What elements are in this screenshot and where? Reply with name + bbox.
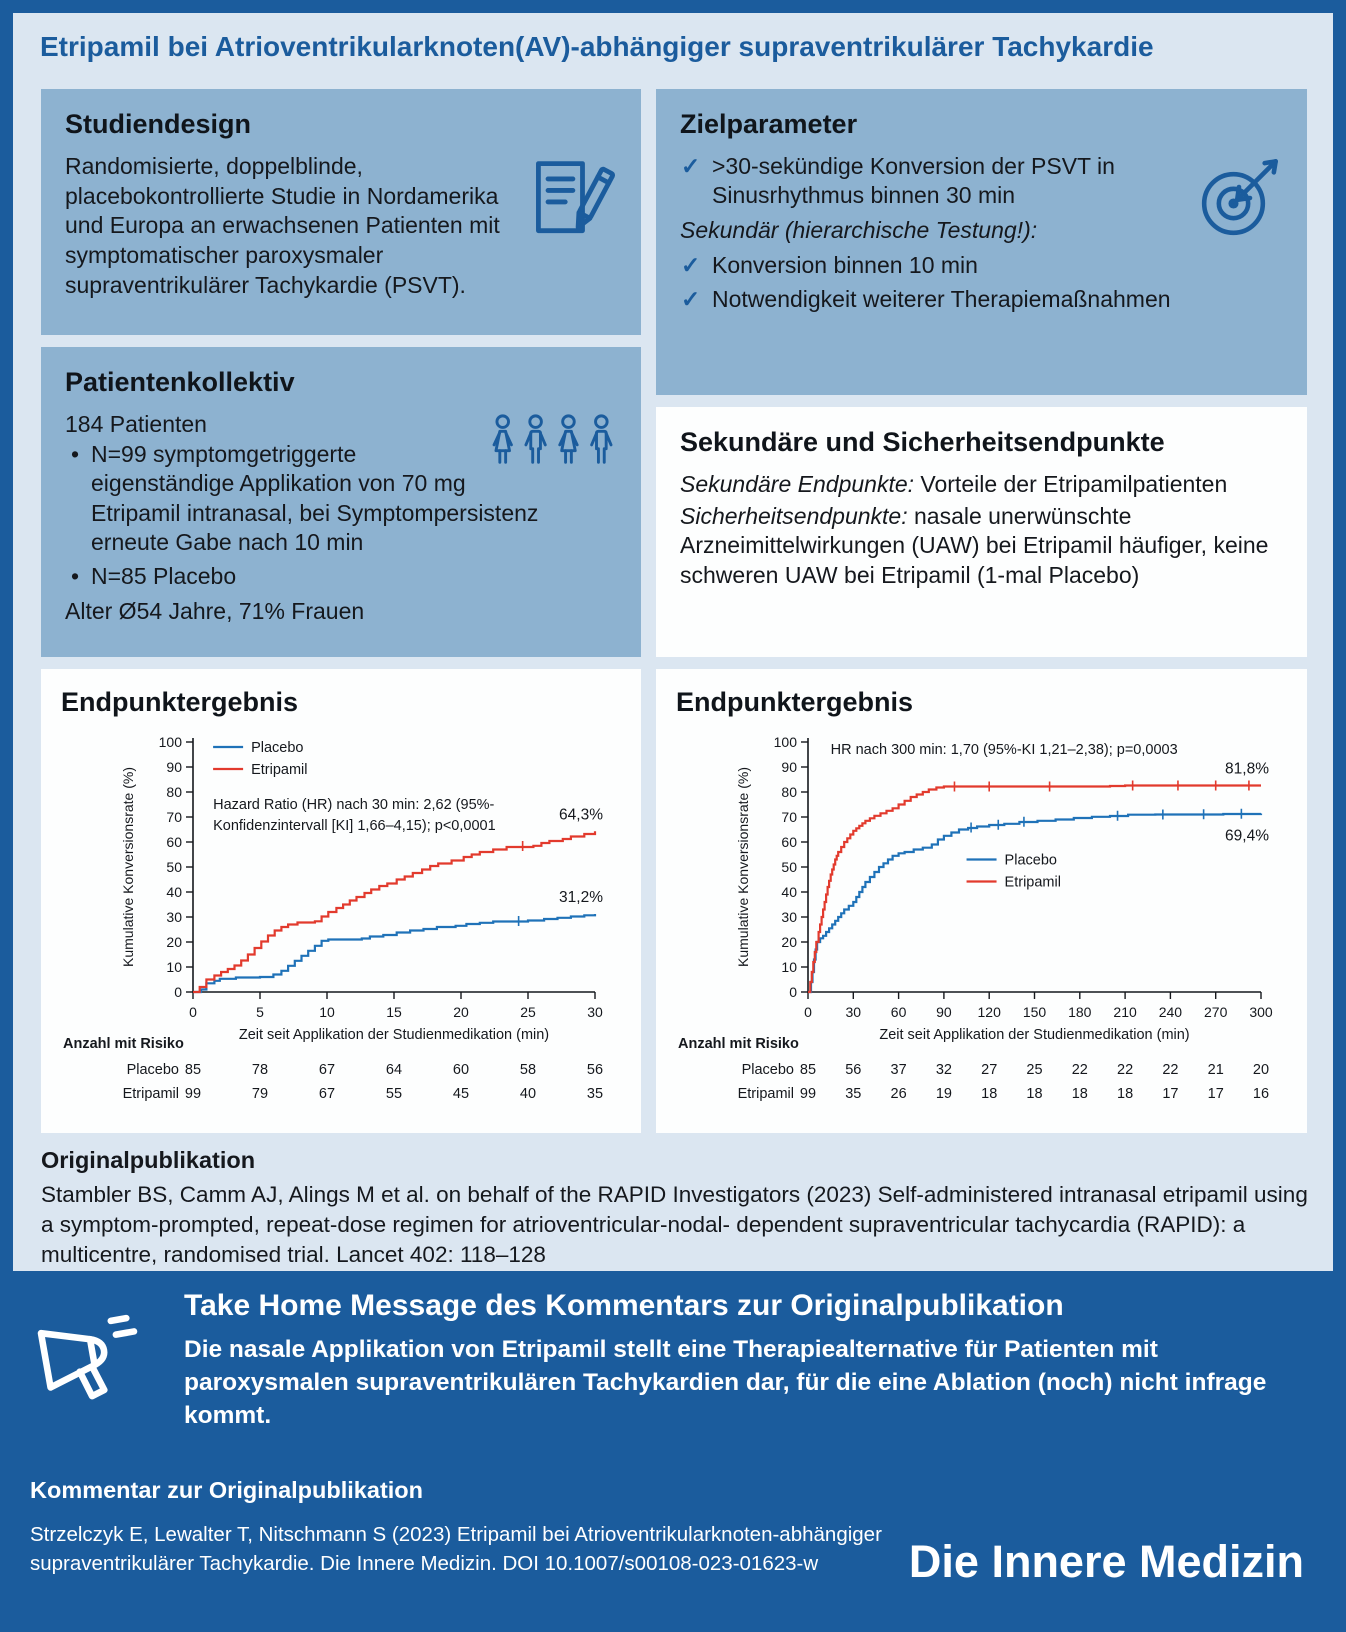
kommentar-citation: Strzelczyk E, Lewalter T, Nitschmann S (2023) Etripamil bei Atrioventrikularknoten-abhängiger supraventrikulärer Tachykardie. Die Innere Medizin. DOI 10.1007/s00108-023-01623-w bbox=[30, 1523, 882, 1576]
svg-text:150: 150 bbox=[1022, 1004, 1047, 1020]
sekundaere-endpunkte-text bbox=[680, 470, 1283, 500]
svg-text:85: 85 bbox=[799, 1062, 817, 1078]
svg-text:32: 32 bbox=[935, 1062, 952, 1078]
svg-text:45: 45 bbox=[452, 1086, 470, 1102]
svg-text:60: 60 bbox=[166, 834, 182, 850]
svg-text:85: 85 bbox=[184, 1062, 202, 1078]
svg-text:Zeit seit Applikation der Stud: Zeit seit Applikation der Studienmedikation (min) bbox=[238, 1027, 550, 1043]
svg-text:80: 80 bbox=[166, 784, 182, 800]
svg-text:56: 56 bbox=[586, 1062, 604, 1078]
megaphone-icon bbox=[30, 1293, 162, 1424]
svg-text:26: 26 bbox=[890, 1086, 907, 1102]
svg-text:Placebo: Placebo bbox=[1004, 852, 1057, 869]
svg-text:0: 0 bbox=[189, 1004, 197, 1020]
svg-text:19: 19 bbox=[935, 1086, 952, 1102]
bullet-icon: • bbox=[71, 440, 80, 467]
svg-text:30: 30 bbox=[587, 1004, 603, 1020]
svg-text:35: 35 bbox=[586, 1086, 604, 1102]
svg-text:Zeit seit Applikation der Stud: Zeit seit Applikation der Studienmedikation (min) bbox=[879, 1027, 1190, 1043]
svg-text:20: 20 bbox=[166, 934, 182, 950]
svg-text:Placebo: Placebo bbox=[126, 1062, 179, 1078]
svg-text:70: 70 bbox=[781, 809, 797, 825]
km-chart-300min bbox=[676, 726, 1287, 1110]
patientenkollektiv-heading: Patientenkollektiv bbox=[65, 367, 295, 397]
originalpublikation-citation: Stambler BS, Camm AJ, Alings M et al. on behalf of the RAPID Investigators (2023) Self-administered intranasal etripamil using a symptom-prompted, repeat-dose regimen for atrioventricular-nodal- dependent supraventricular tachycardia (RAPID): a multicentre, randomised trial. Lancet 402: 118–128 bbox=[41, 1182, 1308, 1267]
zielparameter-heading: Zielparameter bbox=[680, 109, 858, 139]
svg-text:90: 90 bbox=[781, 759, 797, 775]
svg-text:55: 55 bbox=[385, 1086, 403, 1102]
svg-text:25: 25 bbox=[1026, 1062, 1043, 1078]
svg-text:Placebo: Placebo bbox=[251, 740, 304, 756]
bullet-text: N=85 Placebo bbox=[91, 563, 237, 590]
patientenkollektiv-bullet-2 bbox=[65, 562, 617, 591]
originalpublikation-heading: Originalpublikation bbox=[41, 1147, 256, 1173]
svg-text:30: 30 bbox=[845, 1004, 862, 1020]
svg-text:35: 35 bbox=[845, 1086, 862, 1102]
svg-text:5: 5 bbox=[256, 1004, 264, 1020]
svg-text:HR nach 300 min: 1,70 (95%-KI: HR nach 300 min: 1,70 (95%-KI 1,21–2,38); p=0,0003 bbox=[830, 742, 1178, 758]
zielparameter-item-secondary-2 bbox=[680, 285, 1283, 314]
svg-text:25: 25 bbox=[520, 1004, 536, 1020]
svg-text:180: 180 bbox=[1068, 1004, 1092, 1020]
content-area bbox=[13, 13, 1333, 1271]
document-pencil-icon bbox=[525, 154, 617, 251]
sekundaere-value: Vorteile der Etripamilpatienten bbox=[914, 471, 1228, 497]
take-home-body: Die nasale Applikation von Etripamil stellt eine Therapiealternative für Patienten mit paroxysmalen supraventrikulären Tachykardien dar, für die eine Ablation (noch) nicht infrage kommt. bbox=[184, 1336, 1267, 1430]
svg-text:90: 90 bbox=[936, 1004, 952, 1020]
take-home-section bbox=[30, 1289, 1314, 1432]
zielparameter-item-text: >30-sekündige Konversion der PSVT in Sinusrhythmus binnen 30 min bbox=[712, 153, 1115, 209]
originalpublikation-section bbox=[41, 1147, 1309, 1270]
svg-text:Etripamil: Etripamil bbox=[737, 1086, 794, 1102]
bullet-text: N=99 symptomgetriggerte eigenständige Applikation von 70 mg Etripamil intranasal, bei Symptompersistenz erneute Gabe nach 10 min bbox=[91, 440, 539, 555]
zielparameter-item-text: Notwendigkeit weiterer Therapiemaßnahmen bbox=[712, 285, 1171, 312]
svg-text:56: 56 bbox=[845, 1062, 862, 1078]
page-title: Etripamil bei Atrioventrikularknoten(AV)-abhängiger supraventrikulärer Tachykardie bbox=[40, 31, 1154, 62]
svg-text:67: 67 bbox=[318, 1062, 336, 1078]
kommentar-heading: Kommentar zur Originalpublikation bbox=[30, 1477, 424, 1503]
endpunktergebnis-heading: Endpunktergebnis bbox=[61, 687, 299, 717]
svg-text:120: 120 bbox=[977, 1004, 1001, 1020]
svg-text:17: 17 bbox=[1207, 1086, 1224, 1102]
sicherheits-lead: Sicherheitsendpunkte: bbox=[680, 502, 908, 529]
svg-text:40: 40 bbox=[166, 884, 182, 900]
svg-text:40: 40 bbox=[781, 884, 797, 900]
patientenkollektiv-count: 184 Patienten bbox=[65, 411, 207, 437]
svg-text:100: 100 bbox=[773, 734, 797, 750]
svg-text:Etripamil: Etripamil bbox=[251, 762, 308, 778]
sekundaere-heading: Sekundäre und Sicherheitsendpunkte bbox=[680, 427, 1165, 457]
svg-text:Hazard Ratio (HR) nach 30 min:: Hazard Ratio (HR) nach 30 min: 2,62 (95%- bbox=[213, 797, 495, 813]
zielparameter-item-secondary-1 bbox=[680, 251, 1283, 280]
svg-text:80: 80 bbox=[781, 784, 797, 800]
svg-text:300: 300 bbox=[1249, 1004, 1273, 1020]
box-endpunktergebnis-left bbox=[41, 669, 641, 1133]
svg-text:18: 18 bbox=[1117, 1086, 1134, 1102]
box-sekundaere-endpunkte bbox=[656, 407, 1307, 657]
svg-text:99: 99 bbox=[184, 1086, 202, 1102]
svg-text:20: 20 bbox=[781, 934, 797, 950]
svg-text:0: 0 bbox=[174, 984, 182, 1000]
svg-text:270: 270 bbox=[1204, 1004, 1228, 1020]
bullet-icon: • bbox=[71, 563, 80, 590]
svg-text:Etripamil: Etripamil bbox=[122, 1086, 179, 1102]
patientenkollektiv-demographics: Alter Ø54 Jahre, 71% Frauen bbox=[65, 597, 365, 624]
svg-text:90: 90 bbox=[166, 759, 182, 775]
zielparameter-secondary-note: Sekundär (hierarchische Testung!): bbox=[680, 216, 1038, 243]
box-patientenkollektiv bbox=[41, 347, 641, 657]
km-chart-30min bbox=[61, 726, 621, 1110]
svg-text:60: 60 bbox=[890, 1004, 907, 1020]
svg-text:18: 18 bbox=[1071, 1086, 1088, 1102]
check-icon: ✓ bbox=[681, 251, 701, 278]
svg-text:Kumulative Konversionsrate (%): Kumulative Konversionsrate (%) bbox=[735, 767, 751, 967]
svg-text:18: 18 bbox=[981, 1086, 998, 1102]
svg-text:22: 22 bbox=[1162, 1062, 1179, 1078]
svg-text:64: 64 bbox=[385, 1062, 403, 1078]
studiendesign-text: Randomisierte, doppelblinde, placebokontrollierte Studie in Nordamerika und Europa an erwachsenen Patienten mit symptomatischer paroxysmaler supraventrikulärer Tachykardie (PSVT). bbox=[65, 153, 500, 298]
svg-text:0: 0 bbox=[804, 1004, 812, 1020]
svg-text:10: 10 bbox=[319, 1004, 335, 1020]
endpunktergebnis-heading: Endpunktergebnis bbox=[676, 687, 914, 717]
box-zielparameter bbox=[656, 89, 1307, 395]
journal-logo: Die Innere Medizin bbox=[908, 1536, 1304, 1587]
svg-text:70: 70 bbox=[166, 809, 182, 825]
svg-text:100: 100 bbox=[158, 734, 182, 750]
check-icon: ✓ bbox=[681, 285, 701, 312]
svg-text:17: 17 bbox=[1162, 1086, 1179, 1102]
svg-text:27: 27 bbox=[981, 1062, 998, 1078]
svg-text:81,8%: 81,8% bbox=[1225, 760, 1269, 778]
svg-text:58: 58 bbox=[519, 1062, 537, 1078]
svg-text:78: 78 bbox=[251, 1062, 269, 1078]
studiendesign-heading: Studiendesign bbox=[65, 109, 252, 139]
zielparameter-item-primary bbox=[680, 152, 1283, 211]
svg-text:240: 240 bbox=[1158, 1004, 1183, 1020]
svg-text:18: 18 bbox=[1026, 1086, 1043, 1102]
sicherheits-value: nasale unerwünschte Arzneimittelwirkungen (UAW) bei Etripamil häufiger, keine schweren UAW bei Etripamil (1-mal Placebo) bbox=[680, 502, 1269, 588]
svg-text:0: 0 bbox=[789, 984, 797, 1000]
check-icon: ✓ bbox=[681, 153, 701, 179]
box-endpunktergebnis-right bbox=[656, 669, 1307, 1133]
svg-text:67: 67 bbox=[318, 1086, 336, 1102]
svg-text:30: 30 bbox=[166, 909, 182, 925]
svg-text:37: 37 bbox=[890, 1062, 907, 1078]
svg-text:210: 210 bbox=[1113, 1004, 1137, 1020]
svg-text:10: 10 bbox=[781, 959, 797, 975]
svg-text:30: 30 bbox=[781, 909, 797, 925]
svg-text:79: 79 bbox=[251, 1086, 269, 1102]
patientenkollektiv-bullet-1 bbox=[65, 440, 617, 558]
svg-text:10: 10 bbox=[166, 959, 182, 975]
kommentar-section bbox=[30, 1477, 900, 1578]
svg-text:64,3%: 64,3% bbox=[559, 806, 603, 824]
svg-text:Anzahl mit Risiko: Anzahl mit Risiko bbox=[63, 1036, 184, 1052]
svg-text:31,2%: 31,2% bbox=[559, 889, 603, 906]
svg-text:69,4%: 69,4% bbox=[1225, 827, 1269, 845]
svg-text:40: 40 bbox=[519, 1086, 537, 1102]
svg-text:Etripamil: Etripamil bbox=[1004, 874, 1061, 891]
svg-text:Placebo: Placebo bbox=[741, 1062, 794, 1078]
svg-text:15: 15 bbox=[386, 1004, 402, 1020]
svg-text:22: 22 bbox=[1071, 1062, 1088, 1078]
svg-text:20: 20 bbox=[1252, 1062, 1270, 1078]
svg-text:21: 21 bbox=[1207, 1062, 1224, 1078]
sekundaere-lead: Sekundäre Endpunkte: bbox=[680, 471, 915, 497]
take-home-text-block bbox=[184, 1289, 1314, 1432]
svg-text:Kumulative Konversionsrate (%): Kumulative Konversionsrate (%) bbox=[120, 767, 136, 967]
box-studiendesign bbox=[41, 89, 641, 335]
svg-text:20: 20 bbox=[453, 1004, 469, 1020]
svg-text:Konfidenzintervall [KI] 1,66–4: Konfidenzintervall [KI] 1,66–4,15); p<0,0001 bbox=[213, 818, 496, 834]
svg-text:60: 60 bbox=[452, 1062, 470, 1078]
svg-text:22: 22 bbox=[1117, 1062, 1134, 1078]
footer bbox=[0, 1271, 1346, 1632]
take-home-heading: Take Home Message des Kommentars zur Originalpublikation bbox=[184, 1289, 1064, 1322]
zielparameter-item-text: Konversion binnen 10 min bbox=[712, 251, 978, 278]
svg-text:50: 50 bbox=[781, 859, 797, 875]
svg-text:60: 60 bbox=[781, 834, 797, 850]
svg-text:Anzahl mit Risiko: Anzahl mit Risiko bbox=[678, 1036, 799, 1052]
sicherheits-endpunkte-text bbox=[680, 502, 1283, 591]
svg-text:50: 50 bbox=[166, 859, 182, 875]
svg-text:99: 99 bbox=[799, 1086, 817, 1102]
svg-text:16: 16 bbox=[1252, 1086, 1270, 1102]
